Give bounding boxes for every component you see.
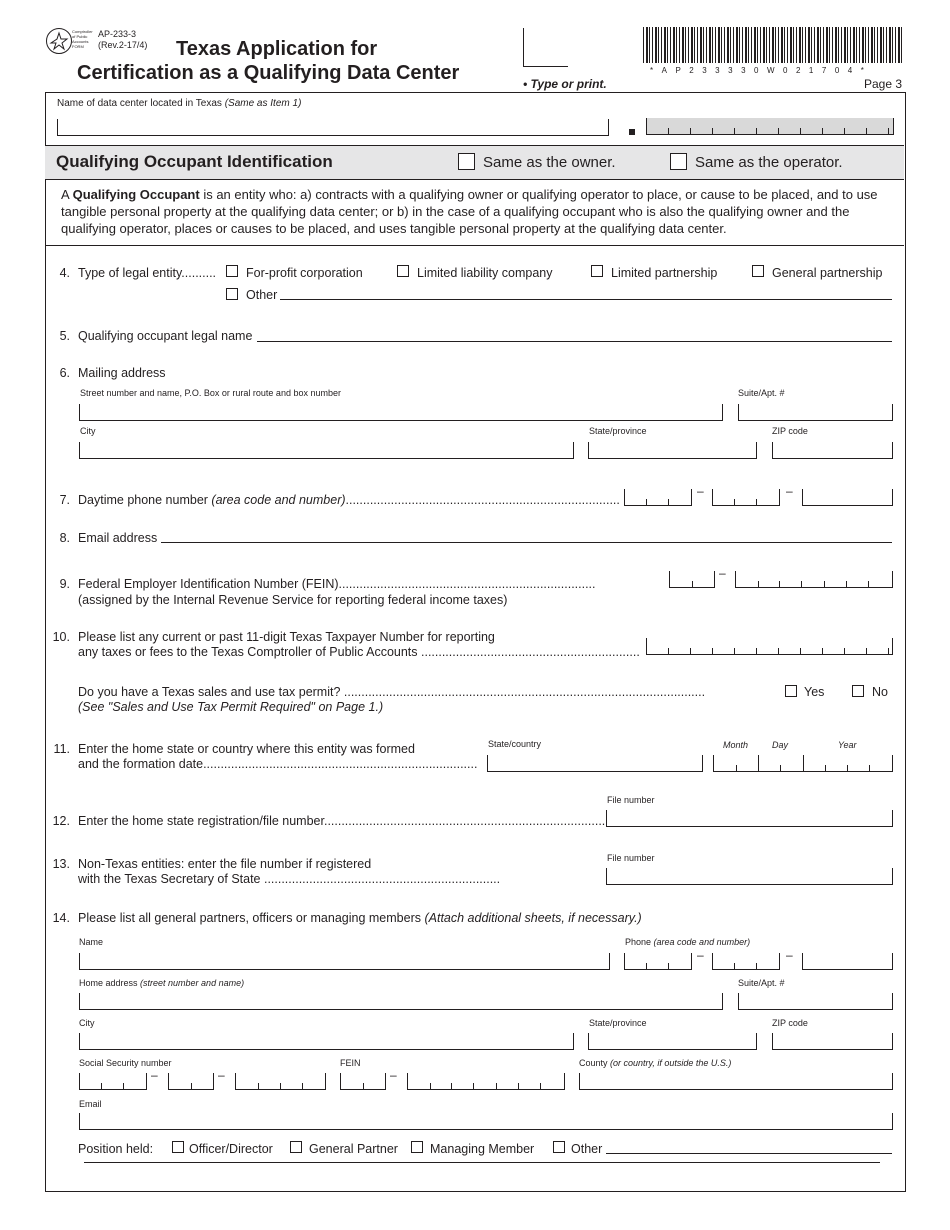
fein-dash: – xyxy=(719,566,726,580)
phone-prefix[interactable] xyxy=(712,489,780,506)
q13-label2: with the Texas Secretary of State .................................................................... xyxy=(78,872,501,886)
partner-state-field[interactable] xyxy=(588,1033,757,1050)
taxpayer-number-field[interactable] xyxy=(646,638,893,655)
partner-suite-field[interactable] xyxy=(738,993,893,1010)
suite-label: Suite/Apt. # xyxy=(738,388,785,398)
q5-label: Qualifying occupant legal name xyxy=(78,329,253,343)
ssn-dash2: – xyxy=(218,1068,225,1082)
q9-sublabel: (assigned by the Internal Revenue Service for reporting federal income taxes) xyxy=(78,593,508,607)
permit-yes-checkbox[interactable] xyxy=(785,685,797,697)
general-partner-label: General Partner xyxy=(309,1142,398,1156)
partner-ssn-part1[interactable] xyxy=(79,1073,147,1090)
same-operator-checkbox[interactable] xyxy=(670,153,687,170)
q13-file-field[interactable] xyxy=(606,868,893,885)
partner-ssn-part3[interactable] xyxy=(235,1073,326,1090)
partner-home-label: Home address (street number and name) xyxy=(79,978,245,988)
partner-fein-dash: – xyxy=(390,1068,397,1082)
q13-label1: Non-Texas entities: enter the file number if registered xyxy=(78,857,372,871)
for-profit-label: For-profit corporation xyxy=(246,266,363,280)
square-marker xyxy=(629,129,635,135)
star-icon xyxy=(47,29,71,53)
phone-dash: – xyxy=(697,484,704,498)
general-partner-checkbox[interactable] xyxy=(290,1141,302,1153)
other-entity-line[interactable] xyxy=(280,299,892,300)
partner-state-label: State/province xyxy=(589,1018,647,1028)
partner-zip-field[interactable] xyxy=(772,1033,893,1050)
partner-name-label: Name xyxy=(79,937,104,947)
partner-fein-label: FEIN xyxy=(340,1058,361,1068)
q12-file-label: File number xyxy=(607,795,655,805)
barcode xyxy=(643,27,903,63)
partner-suite-label: Suite/Apt. # xyxy=(738,978,785,988)
partner-email-label: Email xyxy=(79,1099,102,1109)
q6-number: 6. xyxy=(59,366,70,380)
permit-no-checkbox[interactable] xyxy=(852,685,864,697)
q11-label1: Enter the home state or country where this entity was formed xyxy=(78,742,415,756)
ssn-dash1: – xyxy=(151,1068,158,1082)
suite-field[interactable] xyxy=(738,404,893,421)
q7-number: 7. xyxy=(59,493,70,507)
partner-phone-dash2: – xyxy=(786,948,793,962)
position-other-checkbox[interactable] xyxy=(553,1141,565,1153)
permit-note: (See "Sales and Use Tax Permit Required" on Page 1.) xyxy=(78,700,384,714)
partner-fein-prefix[interactable] xyxy=(340,1073,386,1090)
managing-member-label: Managing Member xyxy=(430,1142,535,1156)
type-or-print: • Type or print. xyxy=(523,77,607,91)
q13-file-label: File number xyxy=(607,853,655,863)
q14-number: 14. xyxy=(52,911,70,925)
state-country-field[interactable] xyxy=(487,755,703,772)
partner-name-field[interactable] xyxy=(79,953,610,970)
q14-label: Please list all general partners, officers or managing members (Attach additional sheets, if necessary.) xyxy=(78,911,642,925)
city-label: City xyxy=(80,426,96,436)
q8-label: Email address xyxy=(78,531,158,545)
partner-ssn-part2[interactable] xyxy=(168,1073,214,1090)
phone-line[interactable] xyxy=(802,489,893,506)
q10-label1: Please list any current or past 11-digit Texas Taxpayer Number for reporting xyxy=(78,630,495,644)
general-partnership-checkbox[interactable] xyxy=(752,265,764,277)
general-partnership-label: General partnership xyxy=(772,266,883,280)
permit-no-label: No xyxy=(872,685,888,699)
qualifying-occupant-definition: A Qualifying Occupant is an entity who: a) contracts with a qualifying owner or qualifying operator to place, or cause to be placed, and to use tangible personal property at the qualifying data center; or b) in the case of a qualifying occupant who is also the qualifying owner and the qualifying operator, places or causes to be placed, and uses tangible personal property at the qualifying data center. xyxy=(61,187,878,236)
phone-dash2: – xyxy=(786,484,793,498)
seal-caption: Comptroller of Public Accounts FORM xyxy=(72,29,93,49)
q6-label: Mailing address xyxy=(78,366,166,380)
llc-label: Limited liability company xyxy=(417,266,553,280)
partner-city-field[interactable] xyxy=(79,1033,574,1050)
q12-label: Enter the home state registration/file number................................................................................. xyxy=(78,814,606,828)
zip-label: ZIP code xyxy=(772,426,808,436)
state-country-label: State/country xyxy=(488,739,542,749)
partner-email-field[interactable] xyxy=(79,1113,893,1130)
q11-number: 11. xyxy=(53,742,70,756)
state-label: State/province xyxy=(589,426,647,436)
partner-city-label: City xyxy=(79,1018,95,1028)
q9-label: Federal Employer Identification Number (FEIN).......................................................................... xyxy=(78,577,596,591)
data-center-taxpayer-field xyxy=(646,118,894,135)
month-label: Month xyxy=(723,740,749,750)
phone-area-code[interactable] xyxy=(624,489,692,506)
fein-prefix[interactable] xyxy=(669,571,715,588)
partner-county-field[interactable] xyxy=(579,1073,893,1090)
limited-partnership-label: Limited partnership xyxy=(611,266,718,280)
form-revision: (Rev.2-17/4) xyxy=(98,40,148,50)
same-owner-checkbox[interactable] xyxy=(458,153,475,170)
fein-suffix[interactable] xyxy=(735,571,893,588)
same-owner-label: Same as the owner. xyxy=(483,154,616,171)
data-center-name-field[interactable] xyxy=(57,119,609,136)
q12-number: 12. xyxy=(52,814,70,828)
barcode-text: *AP233330W021704* xyxy=(650,66,873,75)
partner-fein-suffix[interactable] xyxy=(407,1073,565,1090)
data-center-label: Name of data center located in Texas (Same as Item 1) xyxy=(57,98,302,109)
legal-name-line[interactable] xyxy=(257,341,892,342)
form-title-line1: Texas Application for xyxy=(176,38,378,60)
partner-ssn-label: Social Security number xyxy=(79,1058,172,1068)
form-number: AP-233-3 xyxy=(98,29,137,39)
page-number: Page 3 xyxy=(864,77,903,91)
same-operator-label: Same as the operator. xyxy=(695,154,843,171)
email-line[interactable] xyxy=(161,542,892,543)
street-label: Street number and name, P.O. Box or rural route and box number xyxy=(80,388,341,398)
q9-number: 9. xyxy=(59,577,70,591)
q5-number: 5. xyxy=(59,329,70,343)
officer-director-checkbox[interactable] xyxy=(172,1141,184,1153)
state-field[interactable] xyxy=(588,442,757,459)
partner-home-field[interactable] xyxy=(79,993,723,1010)
definition-divider xyxy=(45,245,904,246)
scan-corner-mark xyxy=(523,28,568,67)
bottom-rule xyxy=(84,1162,880,1163)
form-title-line2: Certification as a Qualifying Data Center xyxy=(77,62,460,84)
q7-label: Daytime phone number (area code and number)............................................................................... xyxy=(78,493,620,507)
officer-director-label: Officer/Director xyxy=(189,1142,273,1156)
partner-zip-label: ZIP code xyxy=(772,1018,808,1028)
q12-file-field[interactable] xyxy=(606,810,893,827)
permit-yes-label: Yes xyxy=(804,685,825,699)
partner-phone-dash: – xyxy=(697,948,704,962)
partner-phone-line[interactable] xyxy=(802,953,893,970)
q8-number: 8. xyxy=(59,531,70,545)
partner-county-label: County (or country, if outside the U.S.) xyxy=(579,1058,732,1068)
day-label: Day xyxy=(772,740,789,750)
llc-checkbox[interactable] xyxy=(397,265,409,277)
q11-label2: and the formation date............................................................................... xyxy=(78,757,478,771)
position-label: Position held: xyxy=(78,1142,154,1156)
position-other-label: Other xyxy=(571,1142,603,1156)
q4-number: 4. xyxy=(59,266,70,280)
q10-number: 10. xyxy=(52,630,70,644)
comptroller-seal xyxy=(46,28,72,54)
partner-phone-label: Phone (area code and number) xyxy=(625,937,751,947)
zip-field[interactable] xyxy=(772,442,893,459)
partner-phone-prefix[interactable] xyxy=(712,953,780,970)
year-label: Year xyxy=(838,740,857,750)
city-field[interactable] xyxy=(79,442,574,459)
q13-number: 13. xyxy=(52,857,70,871)
limited-partnership-checkbox[interactable] xyxy=(591,265,603,277)
position-other-line[interactable] xyxy=(606,1153,892,1154)
managing-member-checkbox[interactable] xyxy=(411,1141,423,1153)
q10-label2: any taxes or fees to the Texas Comptroller of Public Accounts ............................................................... xyxy=(78,645,640,659)
other-entity-label: Other xyxy=(246,288,278,302)
other-entity-checkbox[interactable] xyxy=(226,288,238,300)
partner-phone-area[interactable] xyxy=(624,953,692,970)
section-title: Qualifying Occupant Identification xyxy=(56,152,333,171)
q4-label: Type of legal entity.......... xyxy=(78,266,217,280)
for-profit-checkbox[interactable] xyxy=(226,265,238,277)
formation-date-field[interactable] xyxy=(713,755,893,772)
street-field[interactable] xyxy=(79,404,723,421)
permit-question: Do you have a Texas sales and use tax permit? ........................................................................................................ xyxy=(78,685,706,699)
